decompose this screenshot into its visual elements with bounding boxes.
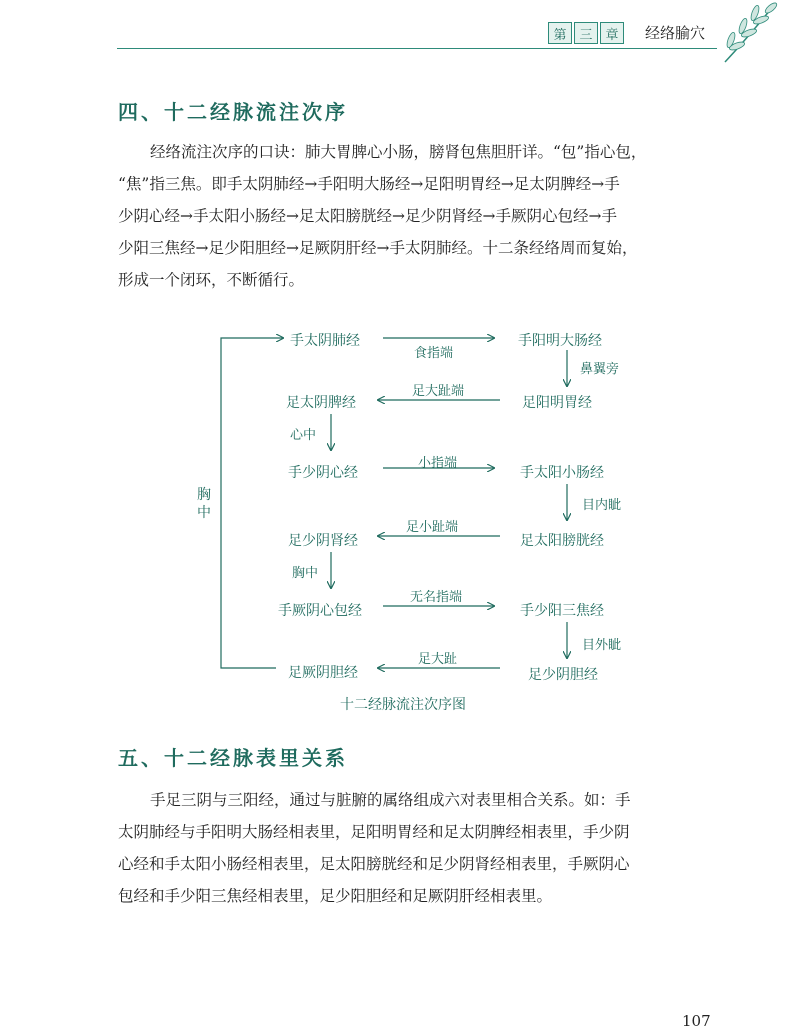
node-n3: 足太阴脾经 <box>286 395 356 411</box>
page-number: 107 <box>682 1012 711 1030</box>
node-n9: 手厥阴心包经 <box>278 603 362 619</box>
label-e11: 足大趾 <box>418 652 458 667</box>
node-n1: 手太阴肺经 <box>290 333 360 349</box>
node-n7: 足少阴肾经 <box>288 533 358 549</box>
diagram-caption: 十二经脉流注次序图 <box>340 697 466 713</box>
para-5-line-2: 太阴肺经与手阳明大肠经相表里，足阳明胃经和足太阴脾经相表里，手少阴 <box>118 823 630 841</box>
label-e3: 足大趾端 <box>412 384 465 399</box>
label-e5: 小指端 <box>418 456 458 471</box>
section-title-4: 四、十二经脉流注次序 <box>118 100 348 124</box>
node-n5: 手少阴心经 <box>288 465 358 481</box>
label-e4: 心中 <box>290 428 317 443</box>
label-e9: 无名指端 <box>410 590 463 605</box>
chapter-box-2: 三 <box>574 22 598 44</box>
para-4-line-4: 少阳三焦经→足少阳胆经→足厥阴肝经→手太阴肺经。十二条经络周而复始， <box>118 239 638 257</box>
node-n4: 足阳明胃经 <box>522 395 592 411</box>
para-5-line-4: 包经和手少阳三焦经相表里，足少阳胆经和足厥阴肝经相表里。 <box>118 887 553 905</box>
para-4-line-1: 经络流注次序的口诀：肺大胃脾心小肠，膀肾包焦胆肝详。“包”指心包， <box>150 143 647 161</box>
label-e7: 足小趾端 <box>406 520 459 535</box>
node-n10: 手少阳三焦经 <box>520 603 604 619</box>
node-n2: 手阳明大肠经 <box>518 333 602 349</box>
node-n12: 足少阴胆经 <box>528 667 598 683</box>
paragraph-5 <box>118 784 718 912</box>
para-4-line-5: 形成一个闭环，不断循行。 <box>118 271 305 289</box>
chapter-box-1: 第 <box>548 22 572 44</box>
para-5-line-3: 心经和手太阳小肠经相表里，足太阳膀胱经和足少阴肾经相表里，手厥阴心 <box>118 855 630 873</box>
para-5-line-1: 手足三阴与三阳经，通过与脏腑的属络组成六对表里相合关系。如：手 <box>150 791 631 809</box>
section-title-5: 五、十二经脉表里关系 <box>118 746 348 770</box>
chapter-title: 经络腧穴 <box>645 24 706 42</box>
label-e8: 胸中 <box>292 566 319 581</box>
loop-bracket <box>221 338 283 668</box>
chapter-box-3: 章 <box>600 22 624 44</box>
side-label-chest: 胸中 <box>197 487 211 521</box>
label-e10: 目外眦 <box>582 638 622 653</box>
para-4-line-3: 少阴心经→手太阳小肠经→足太阳膀胱经→足少阴肾经→手厥阴心包经→手 <box>118 207 617 225</box>
label-e6: 目内眦 <box>582 498 622 513</box>
label-e2: 鼻翼旁 <box>580 362 620 377</box>
node-n8: 足太阳膀胱经 <box>520 533 604 549</box>
para-4-line-2: “焦”指三焦。即手太阴肺经→手阳明大肠经→足阳明胃经→足太阴脾经→手 <box>118 175 620 193</box>
label-e1: 食指端 <box>414 346 454 361</box>
node-n11: 足厥阴胆经 <box>288 665 358 681</box>
node-n6: 手太阳小肠经 <box>520 465 604 481</box>
